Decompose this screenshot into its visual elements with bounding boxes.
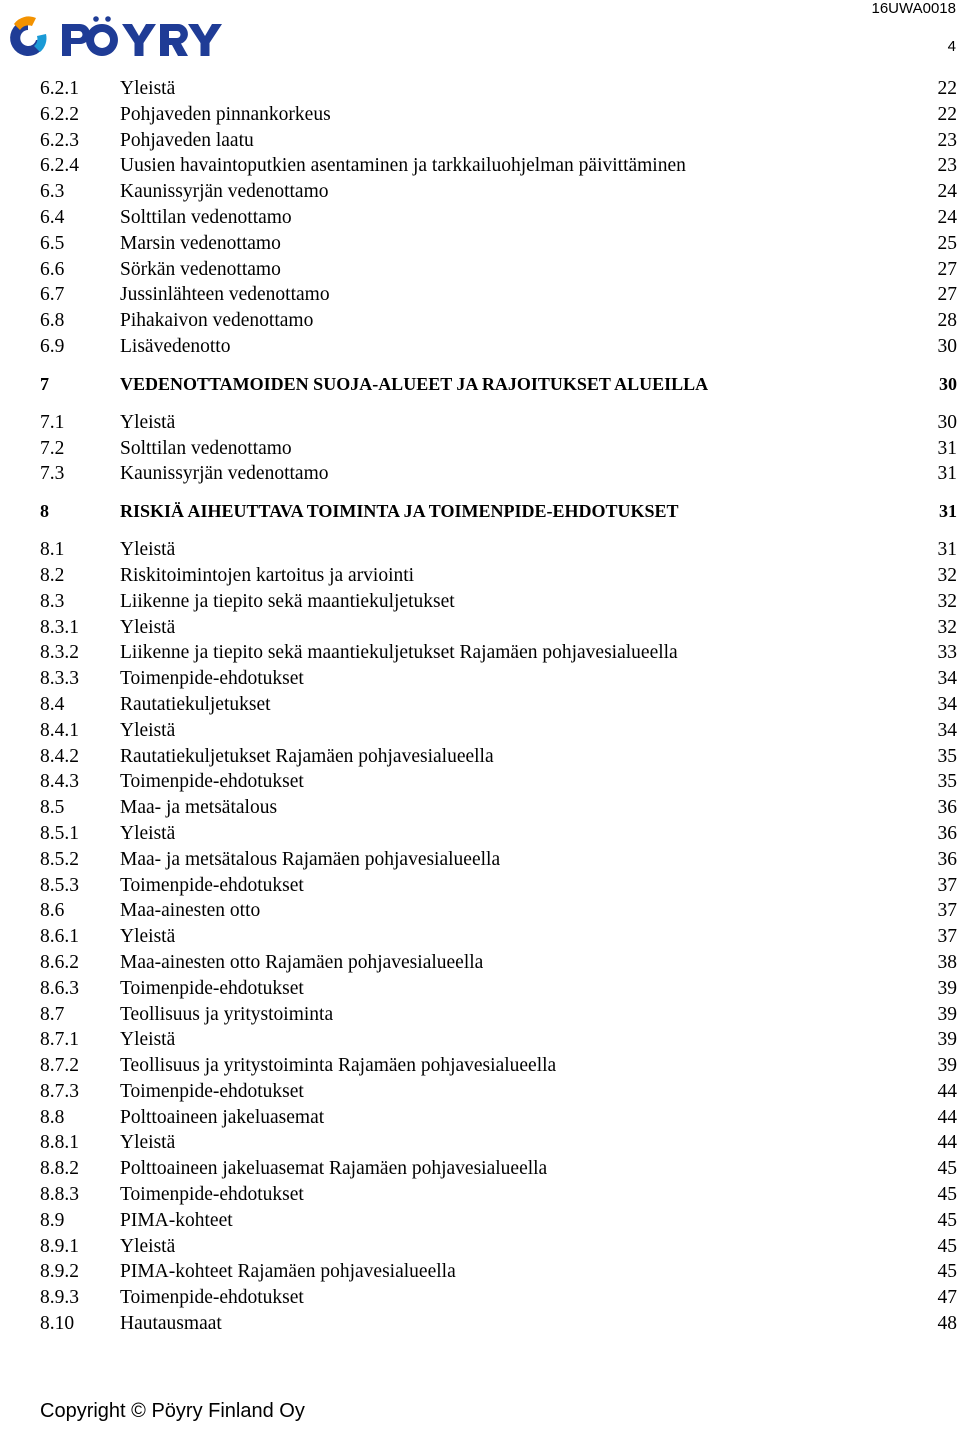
toc-entry-title: Yleistä bbox=[120, 539, 176, 561]
toc-entry[interactable] bbox=[40, 308, 957, 334]
toc-entry-number: 8.8 bbox=[40, 1106, 65, 1128]
toc-entry-number: 8.9.1 bbox=[40, 1235, 79, 1257]
toc-entry[interactable] bbox=[40, 1105, 957, 1131]
toc-entry[interactable] bbox=[40, 692, 957, 718]
toc-entry-number: 6.2.3 bbox=[40, 129, 79, 151]
toc-entry-page: 32 bbox=[937, 564, 957, 586]
toc-entry-number: 6.2.1 bbox=[40, 78, 79, 99]
toc-entry-number: 6.2.4 bbox=[40, 155, 79, 177]
toc-entry-number: 7.2 bbox=[40, 437, 65, 459]
toc-entry-title: Toimenpide-ehdotukset bbox=[120, 977, 304, 999]
toc-entry-number: 8 bbox=[40, 501, 49, 522]
toc-entry-title: Maa- ja metsätalous bbox=[120, 797, 278, 819]
toc-entry-page: 35 bbox=[937, 745, 957, 767]
toc-entry-page: 33 bbox=[937, 642, 957, 664]
toc-entry-page: 30 bbox=[939, 373, 957, 394]
toc-entry-page: 23 bbox=[937, 129, 957, 151]
toc-entry-page: 30 bbox=[937, 411, 957, 433]
toc-entry-title: Teollisuus ja yritystoiminta bbox=[120, 1003, 334, 1025]
toc-entry[interactable] bbox=[40, 873, 957, 899]
toc-entry-number: 8.7.1 bbox=[40, 1029, 79, 1051]
toc-entry-title: Marsin vedenottamo bbox=[120, 232, 281, 254]
table-of-contents bbox=[40, 76, 957, 1337]
toc-entry-title: Toimenpide-ehdotukset bbox=[120, 1184, 304, 1206]
toc-entry[interactable] bbox=[40, 1027, 957, 1053]
toc-entry-page: 37 bbox=[937, 874, 957, 896]
toc-entry-title: Yleistä bbox=[120, 822, 176, 844]
toc-entry[interactable] bbox=[40, 461, 957, 487]
toc-entry[interactable] bbox=[40, 282, 957, 308]
toc-entry-title: Yleistä bbox=[120, 411, 176, 433]
toc-entry-page: 44 bbox=[937, 1132, 957, 1154]
toc-entry[interactable] bbox=[40, 1130, 957, 1156]
toc-entry-title: Rautatiekuljetukset Rajamäen pohjavesialueella bbox=[120, 745, 494, 767]
toc-entry[interactable] bbox=[40, 589, 957, 615]
toc-entry-number: 6.6 bbox=[40, 258, 65, 280]
toc-entry-page: 35 bbox=[937, 771, 957, 793]
toc-entry[interactable] bbox=[40, 821, 957, 847]
toc-entry-page: 32 bbox=[937, 616, 957, 638]
toc-entry-number: 8.9.2 bbox=[40, 1261, 79, 1283]
toc-chapter-heading[interactable] bbox=[40, 497, 957, 525]
toc-entry-title: Liikenne ja tiepito sekä maantiekuljetukset Rajamäen pohjavesialueella bbox=[120, 642, 678, 664]
toc-entry-page: 31 bbox=[937, 539, 957, 561]
toc-entry-page: 47 bbox=[937, 1287, 957, 1309]
toc-entry-number: 8.6.2 bbox=[40, 951, 79, 973]
toc-entry-title: Hautausmaat bbox=[120, 1313, 222, 1335]
toc-entry-title: Pohjaveden laatu bbox=[120, 129, 254, 151]
toc-entry-page: 36 bbox=[937, 848, 957, 870]
toc-entry-number: 8.8.3 bbox=[40, 1184, 79, 1206]
page-number: 4 bbox=[947, 38, 956, 55]
toc-entry-page: 31 bbox=[937, 437, 957, 459]
toc-entry-title: Maa- ja metsätalous Rajamäen pohjavesialueella bbox=[120, 848, 501, 870]
toc-entry-number: 6.7 bbox=[40, 284, 65, 306]
toc-entry-title: Polttoaineen jakeluasemat Rajamäen pohjavesialueella bbox=[120, 1158, 548, 1180]
toc-entry-title: Yleistä bbox=[120, 926, 176, 948]
toc-entry[interactable] bbox=[40, 205, 957, 231]
toc-entry-page: 39 bbox=[937, 1055, 957, 1077]
toc-entry-title: Pohjaveden pinnankorkeus bbox=[120, 103, 331, 125]
toc-entry-number: 8.6.3 bbox=[40, 977, 79, 999]
toc-entry[interactable] bbox=[40, 1182, 957, 1208]
toc-entry-title: Toimenpide-ehdotukset bbox=[120, 1287, 304, 1309]
toc-entry-page: 30 bbox=[937, 335, 957, 357]
toc-entry-title: Yleistä bbox=[120, 719, 176, 741]
toc-entry-title: Maa-ainesten otto bbox=[120, 900, 261, 922]
toc-entry-page: 22 bbox=[937, 103, 957, 125]
toc-entry-number: 8.9.3 bbox=[40, 1287, 79, 1309]
toc-entry[interactable] bbox=[40, 153, 957, 179]
toc-entry-page: 23 bbox=[937, 155, 957, 177]
toc-entry-page: 45 bbox=[937, 1158, 957, 1180]
toc-entry-number: 8.8.1 bbox=[40, 1132, 79, 1154]
toc-entry-number: 8.10 bbox=[40, 1313, 75, 1335]
document-code: 16UWA0018 bbox=[871, 0, 956, 17]
toc-entry[interactable] bbox=[40, 257, 957, 283]
toc-entry-title: Yleistä bbox=[120, 1132, 176, 1154]
toc-entry-title: Yleistä bbox=[120, 1235, 176, 1257]
toc-entry[interactable] bbox=[40, 179, 957, 205]
toc-entry[interactable] bbox=[40, 615, 957, 641]
toc-entry[interactable] bbox=[40, 231, 957, 257]
toc-entry-number: 6.9 bbox=[40, 335, 65, 357]
toc-entry[interactable] bbox=[40, 744, 957, 770]
toc-entry[interactable] bbox=[40, 1156, 957, 1182]
toc-entry-page: 48 bbox=[937, 1313, 957, 1335]
toc-entry-title: Kaunissyrjän vedenottamo bbox=[120, 181, 329, 203]
toc-entry-page: 45 bbox=[937, 1261, 957, 1283]
toc-entry[interactable] bbox=[40, 976, 957, 1002]
toc-entry[interactable] bbox=[40, 537, 957, 563]
toc-entry-number: 8.3.2 bbox=[40, 642, 79, 664]
toc-entry-page: 36 bbox=[937, 797, 957, 819]
toc-entry-number: 8.5 bbox=[40, 797, 65, 819]
toc-chapter-heading[interactable] bbox=[40, 370, 957, 398]
poyry-logo bbox=[6, 14, 250, 64]
toc-entry-title: Teollisuus ja yritystoiminta Rajamäen pohjavesialueella bbox=[120, 1055, 557, 1077]
toc-entry-title: Solttilan vedenottamo bbox=[120, 206, 292, 228]
toc-entry-page: 38 bbox=[937, 951, 957, 973]
toc-entry-page: 27 bbox=[937, 258, 957, 280]
toc-entry[interactable] bbox=[40, 563, 957, 589]
toc-entry-title: Toimenpide-ehdotukset bbox=[120, 874, 304, 896]
toc-entry-title: Toimenpide-ehdotukset bbox=[120, 1080, 304, 1102]
toc-entry-page: 37 bbox=[937, 900, 957, 922]
toc-entry-number: 8.7 bbox=[40, 1003, 65, 1025]
toc-entry-number: 8.5.3 bbox=[40, 874, 79, 896]
toc-entry-number: 8.4.1 bbox=[40, 719, 79, 741]
toc-entry-page: 39 bbox=[937, 977, 957, 999]
toc-entry-number: 6.4 bbox=[40, 206, 65, 228]
toc-entry-number: 8.6 bbox=[40, 900, 65, 922]
toc-entry-title: Sörkän vedenottamo bbox=[120, 258, 281, 280]
toc-entry-title: Toimenpide-ehdotukset bbox=[120, 668, 304, 690]
toc-entry-title: Maa-ainesten otto Rajamäen pohjavesialueella bbox=[120, 951, 484, 973]
toc-entry-number: 7.1 bbox=[40, 411, 65, 433]
toc-entry-number: 6.8 bbox=[40, 310, 65, 332]
toc-entry[interactable] bbox=[40, 1053, 957, 1079]
toc-entry-page: 27 bbox=[937, 284, 957, 306]
toc-entry-page: 32 bbox=[937, 590, 957, 612]
toc-entry[interactable] bbox=[40, 898, 957, 924]
toc-entry-title: Riskitoimintojen kartoitus ja arviointi bbox=[120, 564, 415, 586]
toc-entry-page: 39 bbox=[937, 1029, 957, 1051]
toc-entry-number: 7.3 bbox=[40, 463, 65, 485]
toc-entry-title: Yleistä bbox=[120, 78, 176, 99]
toc-entry-page: 44 bbox=[937, 1106, 957, 1128]
toc-entry-title: RISKIÄ AIHEUTTAVA TOIMINTA JA TOIMENPIDE-EHDOTUKSET bbox=[120, 501, 679, 522]
toc-entry-number: 8.4.3 bbox=[40, 771, 79, 793]
toc-entry-number: 8.8.2 bbox=[40, 1158, 79, 1180]
toc-entry[interactable] bbox=[40, 640, 957, 666]
toc-entry[interactable] bbox=[40, 102, 957, 128]
toc-entry[interactable] bbox=[40, 76, 957, 102]
toc-entry[interactable] bbox=[40, 436, 957, 462]
toc-entry[interactable] bbox=[40, 1079, 957, 1105]
toc-entry-number: 8.3 bbox=[40, 590, 65, 612]
toc-entry[interactable] bbox=[40, 795, 957, 821]
toc-entry-page: 45 bbox=[937, 1235, 957, 1257]
toc-entry-page: 34 bbox=[937, 668, 957, 690]
toc-entry-title: Kaunissyrjän vedenottamo bbox=[120, 463, 329, 485]
toc-entry-page: 39 bbox=[937, 1003, 957, 1025]
toc-entry[interactable] bbox=[40, 924, 957, 950]
toc-entry-number: 8.7.3 bbox=[40, 1080, 79, 1102]
toc-entry-page: 36 bbox=[937, 822, 957, 844]
toc-entry-page: 45 bbox=[937, 1184, 957, 1206]
toc-entry[interactable] bbox=[40, 950, 957, 976]
toc-entry-page: 24 bbox=[937, 181, 957, 203]
toc-entry[interactable] bbox=[40, 1002, 957, 1028]
toc-entry-number: 8.5.1 bbox=[40, 822, 79, 844]
toc-entry-number: 6.2.2 bbox=[40, 103, 79, 125]
toc-entry-title: Lisävedenotto bbox=[120, 335, 231, 357]
page-header bbox=[0, 0, 960, 70]
toc-entry-page: 25 bbox=[937, 232, 957, 254]
toc-entry[interactable] bbox=[40, 1208, 957, 1234]
toc-entry[interactable] bbox=[40, 718, 957, 744]
toc-entry-title: Toimenpide-ehdotukset bbox=[120, 771, 304, 793]
toc-entry-title: Jussinlähteen vedenottamo bbox=[120, 284, 330, 306]
toc-entry-page: 31 bbox=[939, 501, 957, 522]
toc-entry-number: 7 bbox=[40, 373, 49, 394]
toc-entry-number: 8.3.3 bbox=[40, 668, 79, 690]
toc-entry-title: PIMA-kohteet bbox=[120, 1209, 233, 1231]
toc-entry-title: Liikenne ja tiepito sekä maantiekuljetukset bbox=[120, 590, 455, 612]
toc-entry-title: Uusien havaintoputkien asentaminen ja tarkkailuohjelman päivittäminen bbox=[120, 155, 686, 177]
toc-entry[interactable] bbox=[40, 1234, 957, 1260]
toc-entry[interactable] bbox=[40, 1311, 957, 1337]
toc-entry-title: Rautatiekuljetukset bbox=[120, 693, 271, 715]
toc-entry-number: 6.5 bbox=[40, 232, 65, 254]
toc-entry-number: 6.3 bbox=[40, 181, 65, 203]
toc-entry[interactable] bbox=[40, 334, 957, 360]
toc-entry[interactable] bbox=[40, 1259, 957, 1285]
toc-entry-number: 8.6.1 bbox=[40, 926, 79, 948]
toc-entry[interactable] bbox=[40, 666, 957, 692]
toc-entry-number: 8.2 bbox=[40, 564, 65, 586]
toc-entry-title: Yleistä bbox=[120, 616, 176, 638]
toc-entry-page: 28 bbox=[937, 310, 957, 332]
toc-entry-title: Pihakaivon vedenottamo bbox=[120, 310, 314, 332]
toc-entry[interactable] bbox=[40, 1285, 957, 1311]
toc-entry-number: 8.3.1 bbox=[40, 616, 79, 638]
toc-entry-title: VEDENOTTAMOIDEN SUOJA-ALUEET JA RAJOITUKSET ALUEILLA bbox=[120, 373, 709, 394]
toc-entry-page: 45 bbox=[937, 1209, 957, 1231]
toc-entry-number: 8.7.2 bbox=[40, 1055, 79, 1077]
toc-entry-title: Yleistä bbox=[120, 1029, 176, 1051]
toc-entry-page: 44 bbox=[937, 1080, 957, 1102]
toc-entry-page: 31 bbox=[937, 463, 957, 485]
toc-entry-number: 8.1 bbox=[40, 539, 65, 561]
toc-entry-page: 22 bbox=[937, 78, 957, 99]
toc-entry-title: Solttilan vedenottamo bbox=[120, 437, 292, 459]
toc-entry-page: 34 bbox=[937, 719, 957, 741]
toc-entry-page: 24 bbox=[937, 206, 957, 228]
toc-entry-title: Polttoaineen jakeluasemat bbox=[120, 1106, 325, 1128]
toc-entry[interactable] bbox=[40, 769, 957, 795]
toc-entry-number: 8.4.2 bbox=[40, 745, 79, 767]
toc-entry-number: 8.5.2 bbox=[40, 848, 79, 870]
toc-entry-number: 8.9 bbox=[40, 1209, 65, 1231]
toc-entry[interactable] bbox=[40, 847, 957, 873]
toc-entry[interactable] bbox=[40, 128, 957, 154]
toc-entry-number: 8.4 bbox=[40, 693, 65, 715]
footer-copyright: Copyright © Pöyry Finland Oy bbox=[40, 1400, 305, 1422]
toc-entry-page: 34 bbox=[937, 693, 957, 715]
toc-entry-title: PIMA-kohteet Rajamäen pohjavesialueella bbox=[120, 1261, 456, 1283]
toc-entry-page: 37 bbox=[937, 926, 957, 948]
toc-entry[interactable] bbox=[40, 410, 957, 436]
